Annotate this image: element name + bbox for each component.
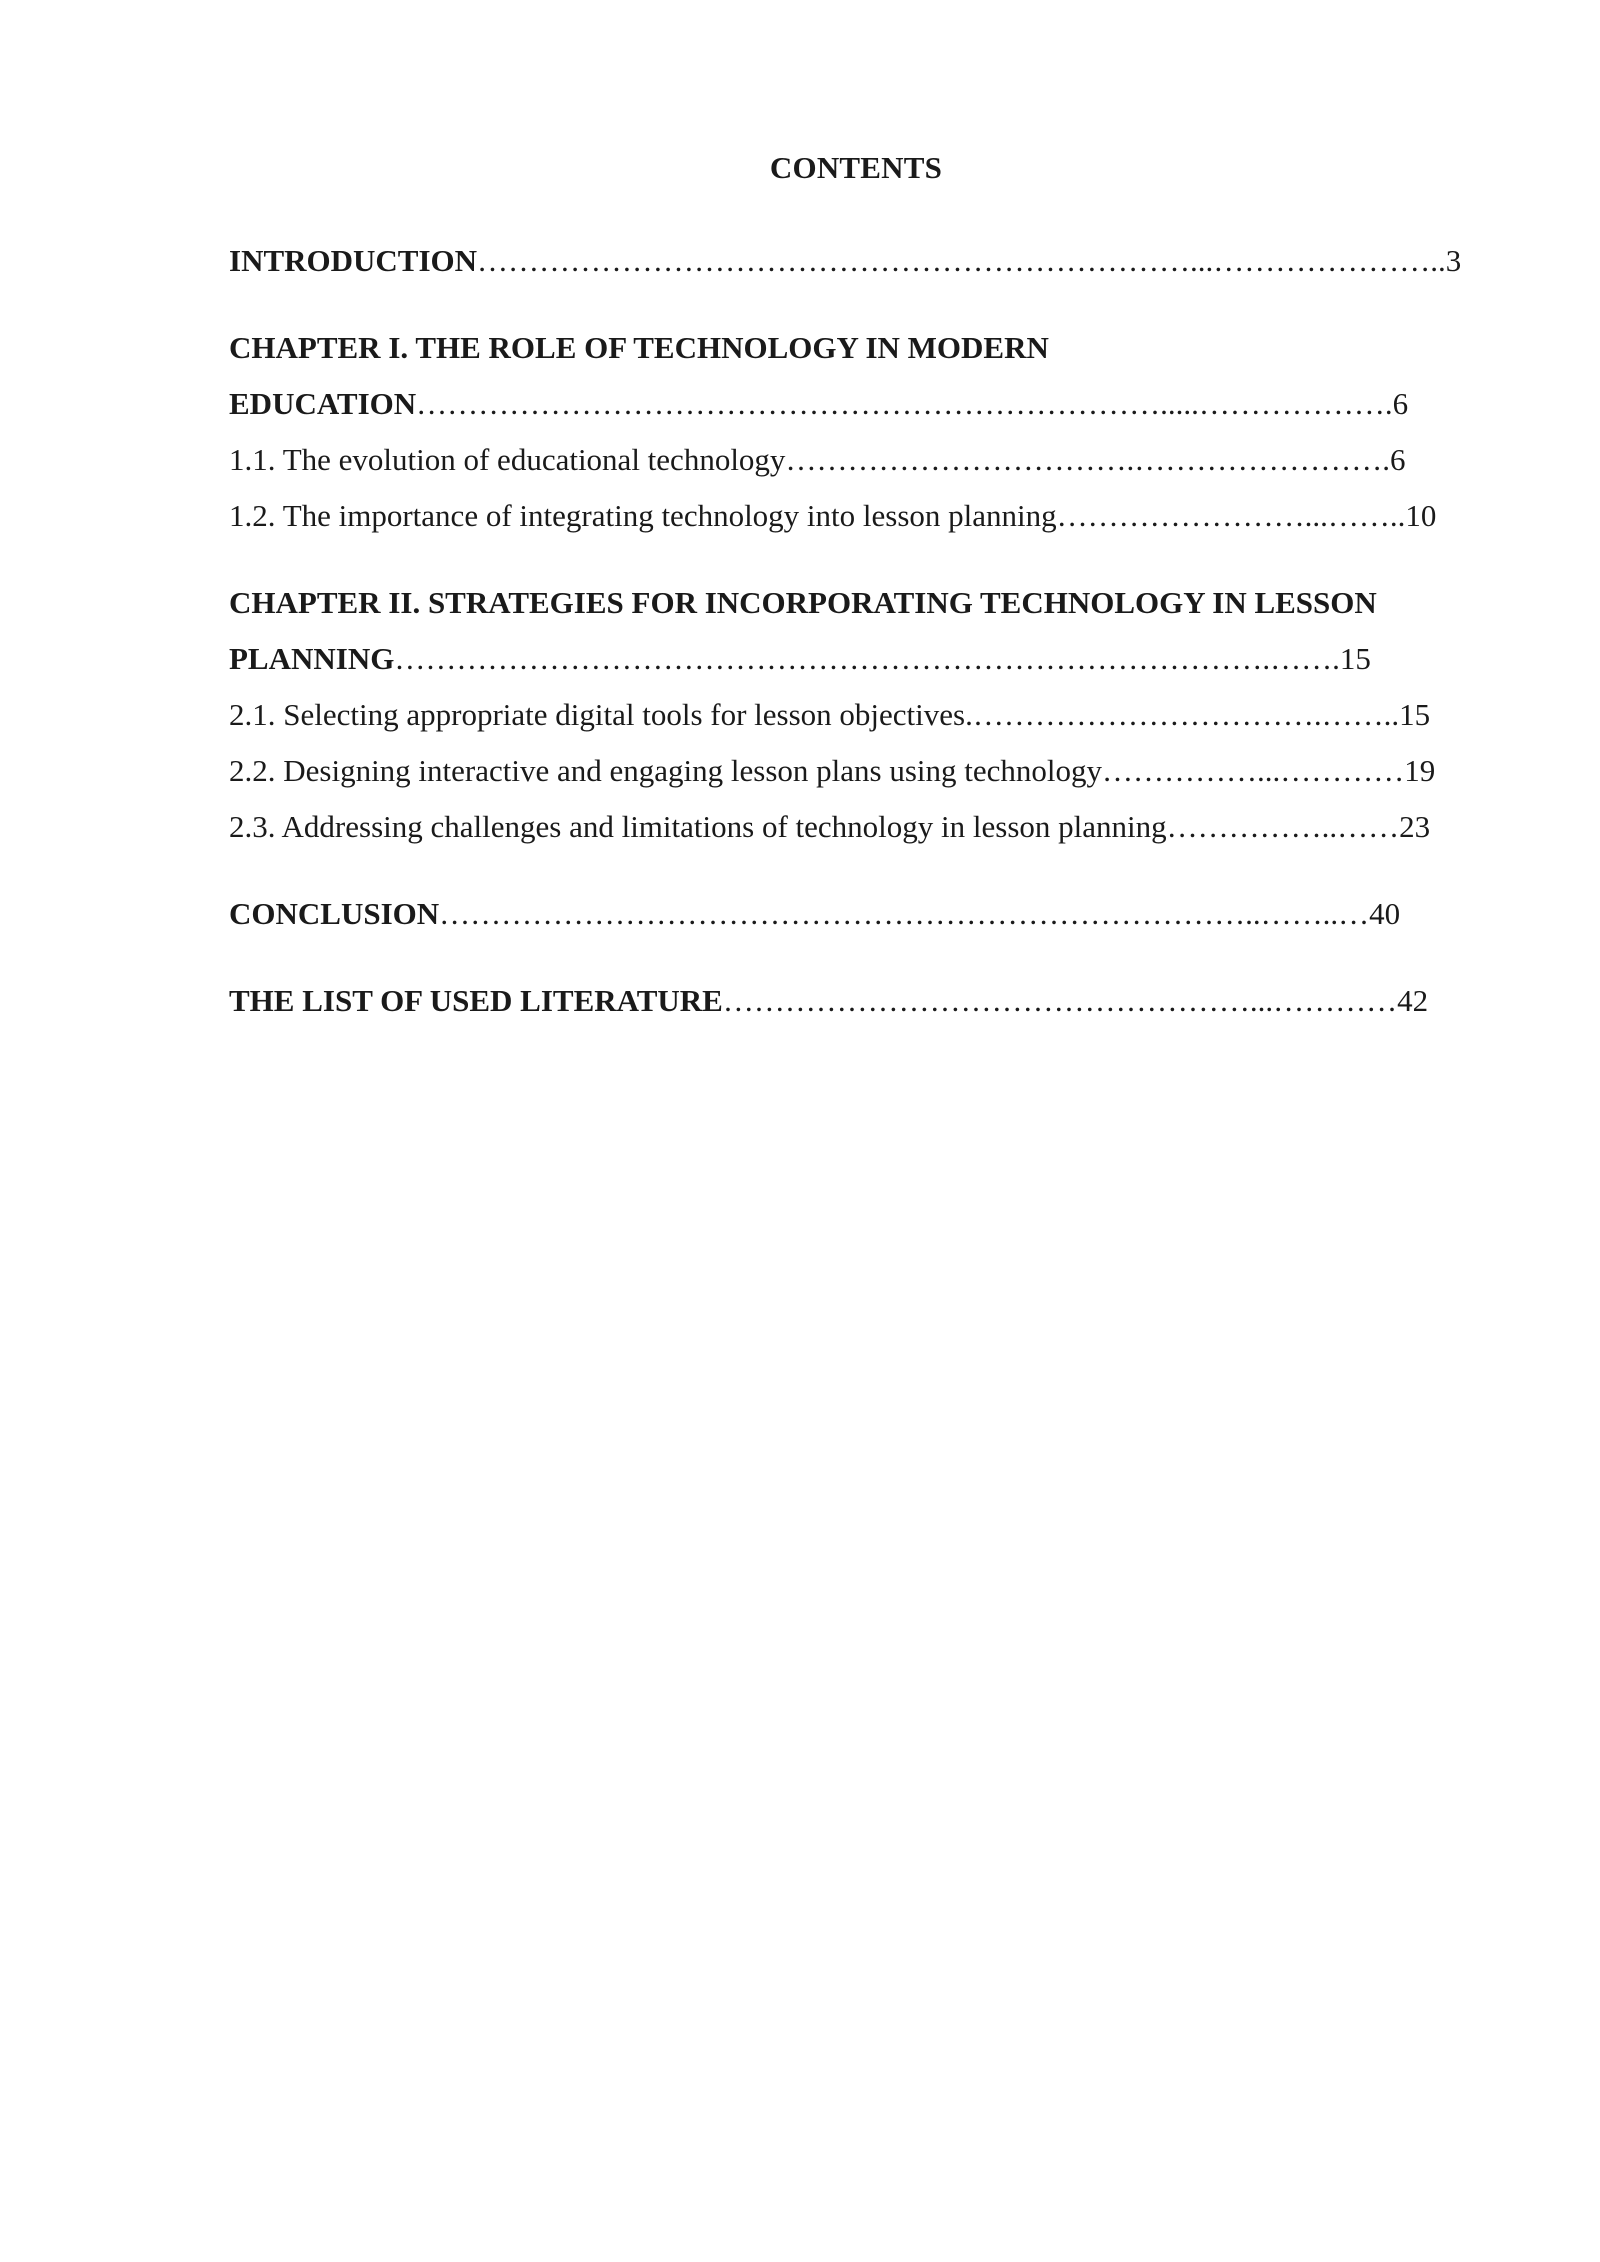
toc-entry-label: EDUCATION xyxy=(229,386,417,421)
toc-entry-leader: ……………………...……..10 xyxy=(1056,498,1437,533)
toc-entry-chapter-1-heading xyxy=(229,328,1049,368)
toc-entry-chapter-2-heading xyxy=(229,583,1377,623)
toc-entry-leader: …………………………….……..15 xyxy=(972,697,1431,732)
toc-entry-label: 2.3. Addressing challenges and limitations of technology in lesson planning xyxy=(229,809,1167,844)
toc-entry-2-1 xyxy=(229,695,1430,735)
toc-entry-leader: ……………………………………………………………...…………………..3 xyxy=(477,243,1462,278)
toc-entry-label: THE LIST OF USED LITERATURE xyxy=(229,983,723,1018)
toc-entry-label: CONCLUSION xyxy=(229,896,440,931)
toc-entry-chapter-2-heading-cont xyxy=(229,639,1371,679)
toc-entry-leader: ……………………………………………...…………42 xyxy=(722,983,1429,1018)
toc-entry-label: 1.2. The importance of integrating technology into lesson planning xyxy=(229,498,1057,533)
toc-entry-leader: ……………...…………19 xyxy=(1102,753,1436,788)
toc-entry-2-2 xyxy=(229,751,1435,791)
toc-entry-chapter-1-heading-cont xyxy=(229,384,1408,424)
toc-entry-label: 1.1. The evolution of educational technology xyxy=(229,442,786,477)
toc-entry-1-1 xyxy=(229,440,1405,480)
toc-entry-label: PLANNING xyxy=(229,641,395,676)
contents-title: CONTENTS xyxy=(769,150,943,185)
toc-entry-literature xyxy=(229,981,1428,1021)
toc-entry-leader: ………………………………………………………………………….…….15 xyxy=(394,641,1371,676)
toc-entry-leader: …………………………….…………………….6 xyxy=(785,442,1406,477)
toc-entry-label: 2.2. Designing interactive and engaging lesson plans using technology xyxy=(229,753,1102,788)
toc-entry-leader: ……………………………………………………………….....……………….6 xyxy=(416,386,1409,421)
toc-entry-leader: ……………………………………………………………………..……..…40 xyxy=(439,896,1401,931)
toc-entry-leader: ……………..……23 xyxy=(1166,809,1431,844)
toc-entry-2-3 xyxy=(229,807,1430,847)
toc-entry-label: 2.1. Selecting appropriate digital tools for lesson objectives. xyxy=(229,697,973,732)
toc-entry-label: CHAPTER I. THE ROLE OF TECHNOLOGY IN MODERN xyxy=(229,330,1049,365)
toc-entry-conclusion xyxy=(229,894,1400,934)
toc-entry-introduction xyxy=(229,241,1461,281)
toc-entry-label: CHAPTER II. STRATEGIES FOR INCORPORATING TECHNOLOGY IN LESSON xyxy=(229,585,1377,620)
toc-entry-1-2 xyxy=(229,496,1436,536)
toc-entry-label: INTRODUCTION xyxy=(229,243,478,278)
